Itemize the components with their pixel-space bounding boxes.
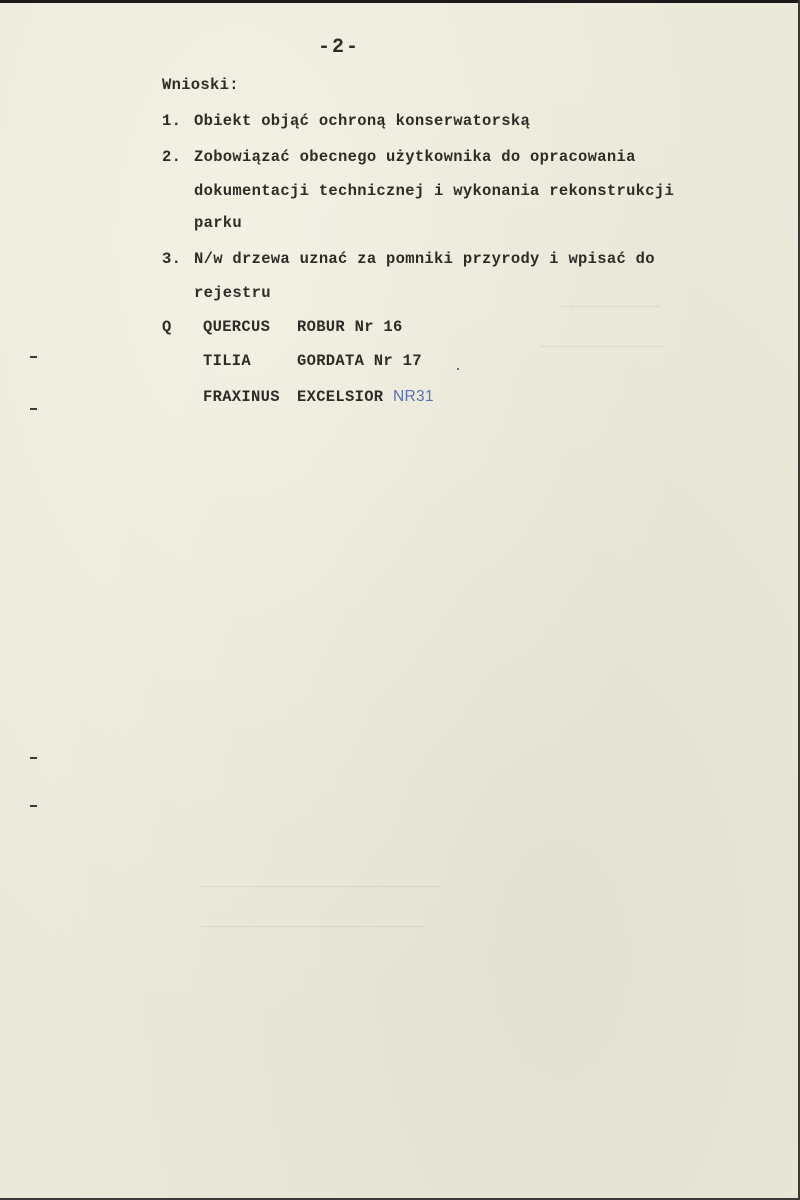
show-through-text: ~~~~~~~~~~~~~~~~~~~~~~~~~~~~~ — [200, 920, 427, 935]
conclusions-heading: Wnioski: — [162, 76, 239, 94]
tree-3-species: EXCELSIOR — [297, 388, 384, 406]
tree-1-genus: QUERCUS — [203, 318, 271, 336]
show-through-text: ~~~~~~~~~~~~~~~~ — [540, 340, 665, 355]
tree-3-species-number — [297, 388, 434, 406]
tree-list-marker: Q — [162, 318, 172, 336]
tree-2-genus: TILIA — [203, 352, 252, 370]
tree-3-handwritten-number: NR31 — [393, 388, 434, 405]
show-through-text: ~~~~~~~~~~~~~ — [560, 300, 662, 315]
conclusion-3-line-1: N/w drzewa uznać za pomniki przyrody i wpisać do — [194, 250, 655, 268]
conclusion-2-line-3: parku — [194, 214, 243, 232]
margin-mark — [30, 408, 37, 410]
conclusion-2-line-2: dokumentacji technicznej i wykonania rekonstrukcji — [194, 182, 675, 200]
conclusion-2-number: 2. — [162, 148, 182, 166]
margin-mark — [30, 356, 37, 358]
page-top-edge — [0, 0, 800, 3]
tree-2-species-number: GORDATA Nr 17 — [297, 352, 422, 370]
stray-dot — [457, 368, 459, 370]
conclusion-3-line-2: rejestru — [194, 284, 271, 302]
conclusion-3-number: 3. — [162, 250, 182, 268]
tree-1-species-number: ROBUR Nr 16 — [297, 318, 403, 336]
show-through-text: ~~~~~~~~~~~~~~~~~~~~~~~~~~~~~~~ — [200, 880, 442, 895]
conclusion-1-number: 1. — [162, 112, 182, 130]
conclusion-1-line-1: Obiekt objąć ochroną konserwatorską — [194, 112, 531, 130]
margin-mark — [30, 805, 37, 807]
tree-3-genus: FRAXINUS — [203, 388, 280, 406]
page-number: -2- — [318, 36, 361, 59]
margin-mark — [30, 757, 37, 759]
conclusion-2-line-1: Zobowiązać obecnego użytkownika do opracowania — [194, 148, 636, 166]
